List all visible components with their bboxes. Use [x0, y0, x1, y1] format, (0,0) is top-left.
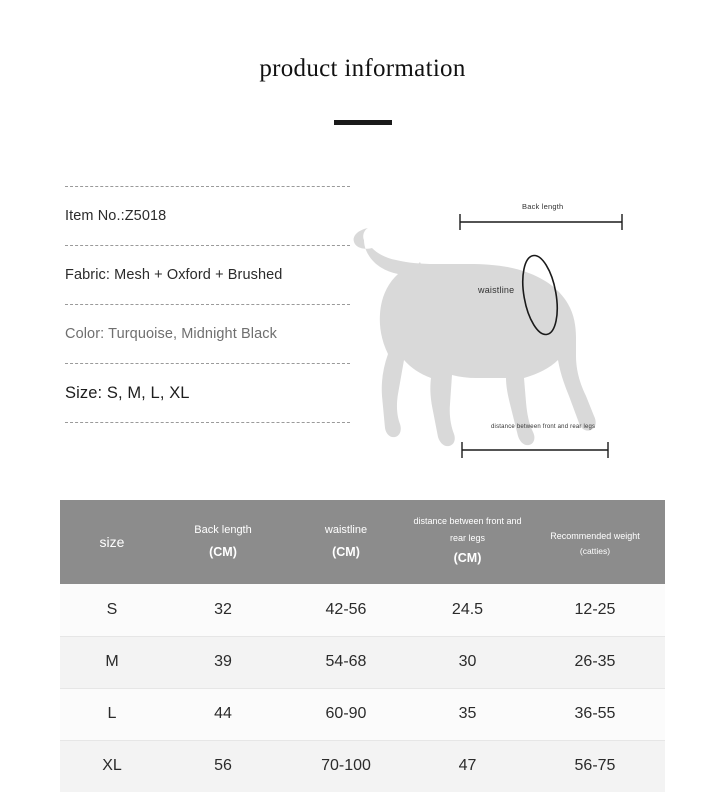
table-header-distance-label: distance between front and rear legs — [413, 516, 522, 544]
table-row — [60, 740, 665, 792]
spec-item-fabric — [65, 246, 350, 304]
cell-back-length: 56 — [164, 740, 282, 792]
page-title: product information — [259, 55, 466, 82]
table-header-distance — [410, 500, 525, 584]
spec-item-color — [65, 305, 350, 363]
cell-size: S — [60, 584, 164, 636]
table-header-back-length-label: Back length — [194, 523, 252, 536]
table-header-row — [60, 500, 665, 584]
cell-weight: 26-35 — [525, 636, 665, 688]
dog-measurement-diagram — [350, 180, 680, 480]
spec-list — [65, 186, 350, 423]
table-header-size — [60, 500, 164, 584]
cell-waistline: 54-68 — [282, 636, 410, 688]
table-header — [60, 500, 665, 584]
size-chart-table — [60, 500, 665, 792]
table-header-waistline — [282, 500, 410, 584]
table-header-waistline-unit: (CM) — [332, 544, 360, 559]
diagram-label-back-length: Back length — [522, 202, 564, 211]
table-header-weight-label: Recommended weight — [550, 531, 640, 542]
table-header-back-length-unit: (CM) — [209, 544, 237, 559]
spec-divider — [65, 422, 350, 423]
cell-size: M — [60, 636, 164, 688]
spec-text: Size: S, M, L, XL — [65, 383, 190, 402]
cell-back-length: 39 — [164, 636, 282, 688]
cell-distance: 35 — [410, 688, 525, 740]
spec-item-size — [65, 364, 350, 422]
cell-distance: 30 — [410, 636, 525, 688]
spec-text: Fabric: Mesh + Oxford + Brushed — [65, 267, 283, 283]
table-row — [60, 688, 665, 740]
table-header-weight-unit: (catties) — [579, 545, 611, 556]
cell-distance: 24.5 — [410, 584, 525, 636]
title-divider — [334, 120, 392, 125]
cell-distance: 47 — [410, 740, 525, 792]
table-header-back-length — [164, 500, 282, 584]
cell-back-length: 32 — [164, 584, 282, 636]
leg-distance-measure — [462, 442, 608, 458]
cell-weight: 56-75 — [525, 740, 665, 792]
cell-weight: 36-55 — [525, 688, 665, 740]
table-body — [60, 584, 665, 792]
cell-waistline: 42-56 — [282, 584, 410, 636]
table-header-size-label: size — [99, 534, 125, 550]
cell-weight: 12-25 — [525, 584, 665, 636]
back-length-measure — [460, 214, 622, 230]
cell-waistline: 60-90 — [282, 688, 410, 740]
table-row — [60, 584, 665, 636]
cell-waistline: 70-100 — [282, 740, 410, 792]
dog-silhouette-icon — [350, 180, 680, 480]
cell-size: L — [60, 688, 164, 740]
table-header-weight — [525, 500, 665, 584]
table-row — [60, 636, 665, 688]
diagram-label-leg-distance: distance between front and rear legs — [491, 424, 596, 430]
cell-size: XL — [60, 740, 164, 792]
spec-text: Item No.:Z5018 — [65, 208, 167, 224]
table-header-distance-unit: (CM) — [453, 551, 482, 566]
diagram-label-waistline: waistline — [478, 285, 515, 295]
cell-back-length: 44 — [164, 688, 282, 740]
spec-item-item-no — [65, 187, 350, 245]
table-header-waistline-label: waistline — [324, 523, 368, 536]
spec-text: Color: Turquoise, Midnight Black — [65, 326, 277, 342]
